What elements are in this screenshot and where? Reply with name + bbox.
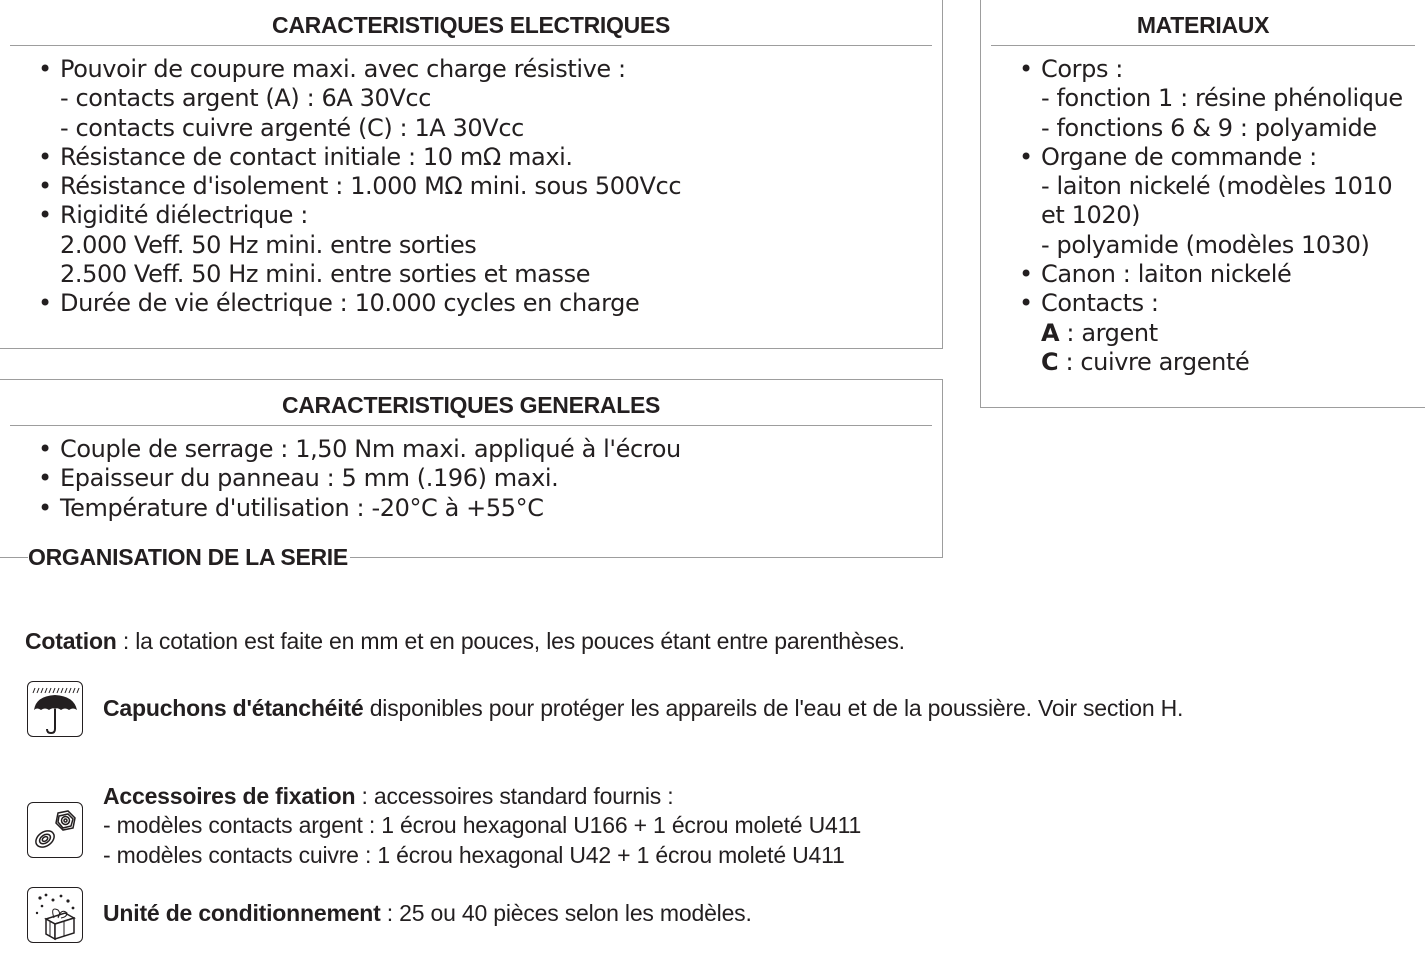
list-item: - contacts argent (A) : 6A 30Vcc xyxy=(60,84,431,113)
materials-list xyxy=(1019,55,1403,377)
list-item: - contacts cuivre argenté (C) : 1A 30Vcc xyxy=(60,113,524,142)
list-item: - fonction 1 : résine phénolique xyxy=(1041,84,1403,113)
list-item: • Résistance de contact initiale : 10 mΩ maxi. xyxy=(38,143,681,172)
list-item: • Contacts : xyxy=(1019,289,1403,318)
list-item: - laiton nickelé (modèles 1010 xyxy=(1041,172,1393,201)
electrical-characteristics-list xyxy=(38,55,681,319)
gift-package-icon xyxy=(27,887,83,943)
list-item: 2.500 Veff. 50 Hz mini. entre sorties et masse xyxy=(60,260,591,289)
list-item xyxy=(1019,348,1403,377)
umbrella-rain-icon xyxy=(27,681,83,737)
list-item: - fonctions 6 & 9 : polyamide xyxy=(1041,113,1377,142)
list-item: • Rigidité diélectrique : xyxy=(38,201,681,230)
fixation-line-copper: - modèles contacts cuivre : 1 écrou hexagonal U42 + 1 écrou moleté U411 xyxy=(103,841,845,868)
capuchons-paragraph xyxy=(103,694,1183,723)
list-item: • Pouvoir de coupure maxi. avec charge résistive : xyxy=(38,55,681,84)
list-item: et 1020) xyxy=(1041,201,1141,230)
list-item: • Durée de vie électrique : 10.000 cycles en charge xyxy=(38,289,681,318)
general-characteristics-list xyxy=(38,435,681,523)
general-characteristics-box xyxy=(0,379,943,558)
list-item: • Résistance d'isolement : 1.000 MΩ mini. sous 500Vcc xyxy=(38,172,681,201)
list-item: • Epaisseur du panneau : 5 mm (.196) maxi. xyxy=(38,464,681,493)
general-characteristics-title: CARACTERISTIQUES GENERALES xyxy=(10,380,932,426)
list-item: • Couple de serrage : 1,50 Nm maxi. appliqué à l'écrou xyxy=(38,435,681,464)
hex-nut-icon xyxy=(27,802,83,858)
electrical-characteristics-title: CARACTERISTIQUES ELECTRIQUES xyxy=(10,0,932,46)
list-item: • Corps : xyxy=(1019,55,1403,84)
list-item: • Canon : laiton nickelé xyxy=(1019,260,1403,289)
materials-title: MATERIAUX xyxy=(991,0,1415,46)
materials-box xyxy=(980,0,1425,408)
capuchons-text: disponibles pour protéger les appareils de l'eau et de la poussière. Voir section H. xyxy=(363,695,1184,721)
unite-paragraph xyxy=(103,899,752,928)
cotation-text: : la cotation est faite en mm et en pouces, les pouces étant entre parenthèses. xyxy=(116,628,905,654)
unite-text: : 25 ou 40 pièces selon les modèles. xyxy=(380,900,752,926)
contact-code-a: A xyxy=(1041,318,1060,347)
list-item: • Température d'utilisation : -20°C à +55°C xyxy=(38,494,681,523)
fixation-paragraph xyxy=(103,782,861,870)
fixation-label: Accessoires de fixation xyxy=(103,783,356,809)
contact-label-a: : argent xyxy=(1059,318,1158,347)
fixation-text: : accessoires standard fournis : xyxy=(355,783,674,809)
list-item xyxy=(1019,319,1403,348)
cotation-label: Cotation xyxy=(25,628,117,654)
series-organisation-heading: ORGANISATION DE LA SERIE xyxy=(28,544,348,570)
list-item: • Organe de commande : xyxy=(1019,143,1403,172)
contact-label-c: : cuivre argenté xyxy=(1058,347,1250,376)
unite-label: Unité de conditionnement xyxy=(103,900,381,926)
capuchons-label: Capuchons d'étanchéité xyxy=(103,695,364,721)
fixation-line-silver: - modèles contacts argent : 1 écrou hexagonal U166 + 1 écrou moleté U411 xyxy=(103,812,862,839)
contact-code-c: C xyxy=(1041,347,1059,376)
list-item: - polyamide (modèles 1030) xyxy=(1041,230,1370,259)
electrical-characteristics-box xyxy=(0,0,943,349)
list-item: 2.000 Veff. 50 Hz mini. entre sorties xyxy=(60,230,477,259)
cotation-paragraph xyxy=(25,627,905,656)
